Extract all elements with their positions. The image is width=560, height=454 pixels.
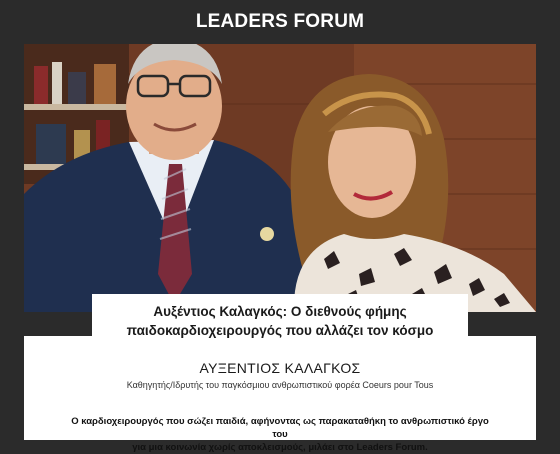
hero-photo — [24, 44, 536, 312]
article-title-line-2: παιδοκαρδιοχειρουργός που αλλάζει τον κόσμο — [126, 323, 434, 338]
person-role: Καθηγητής/Ιδρυτής του παγκόσμιου ανθρωπιστικού φορέα Coeurs pour Tous — [126, 380, 434, 390]
article-lead — [70, 415, 490, 454]
article-title-card — [92, 294, 468, 344]
person-name: ΑΥΞΕΝΤΙΟΣ ΚΑΛΑΓΚΟΣ — [199, 360, 361, 376]
article-title[interactable] — [104, 302, 456, 340]
article-lead-line-2: για μια κοινωνία χωρίς αποκλεισμούς, μιλάει στο Leaders Forum. — [132, 442, 428, 453]
article-title-line-1: Αυξέντιος Καλαγκός: Ο διεθνούς φήμης — [153, 304, 407, 319]
site-logo-text[interactable]: LEADERS FORUM — [195, 11, 365, 32]
article-lead-line-1: Ο καρδιοχειρουργός που σώζει παιδιά, αφήνοντας ως παρακαταθήκη το ανθρωπιστικό έργο του — [71, 416, 489, 440]
site-header — [0, 0, 560, 44]
hero-photo-illustration — [24, 44, 536, 312]
